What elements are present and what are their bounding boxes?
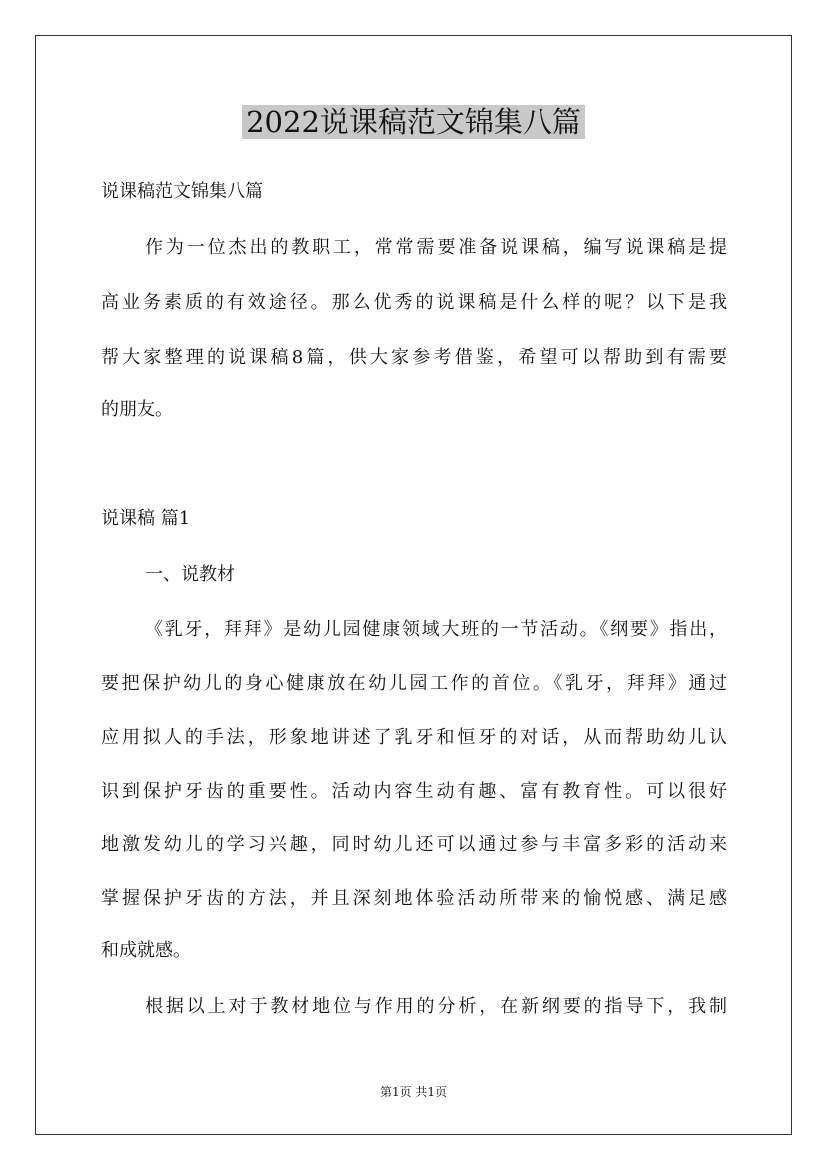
body-line-1: 《乳牙，拜拜》是幼儿园健康领域大班的一节活动。《纲要》指出，	[145, 619, 727, 640]
intro-line-4: 的朋友。	[101, 399, 173, 420]
intro-line-3: 帮大家整理的说课稿8篇，供大家参考借鉴，希望可以帮助到有需要	[101, 347, 727, 368]
body-line-6: 掌握保护牙齿的方法，并且深刻地体验活动所带来的愉悦感、满足感	[101, 888, 727, 909]
subtitle: 说课稿范文锦集八篇	[101, 181, 263, 202]
body-line-5: 地激发幼儿的学习兴趣，同时幼儿还可以通过参与丰富多彩的活动来	[101, 834, 727, 855]
page-footer: 第1页 共1页	[379, 1085, 448, 1099]
document-title: 2022说课稿范文锦集八篇	[0, 100, 827, 144]
section-heading: 说课稿 篇1	[101, 508, 191, 529]
body-line-2: 要把保护幼儿的身心健康放在幼儿园工作的首位。《乳牙，拜拜》通过	[101, 673, 727, 694]
body-line-4: 识到保护牙齿的重要性。活动内容生动有趣、富有教育性。可以很好	[101, 781, 727, 802]
body-line-8: 根据以上对于教材地位与作用的分析，在新纲要的指导下，我制	[145, 996, 727, 1017]
subsection-heading: 一、说教材	[145, 564, 235, 585]
intro-line-1: 作为一位杰出的教职工，常常需要准备说课稿，编写说课稿是提	[145, 237, 727, 258]
body-line-7: 和成就感。	[101, 940, 191, 961]
intro-line-2: 高业务素质的有效途径。那么优秀的说课稿是什么样的呢？以下是我	[101, 292, 727, 313]
body-line-3: 应用拟人的手法，形象地讲述了乳牙和恒牙的对话，从而帮助幼儿认	[101, 727, 727, 748]
